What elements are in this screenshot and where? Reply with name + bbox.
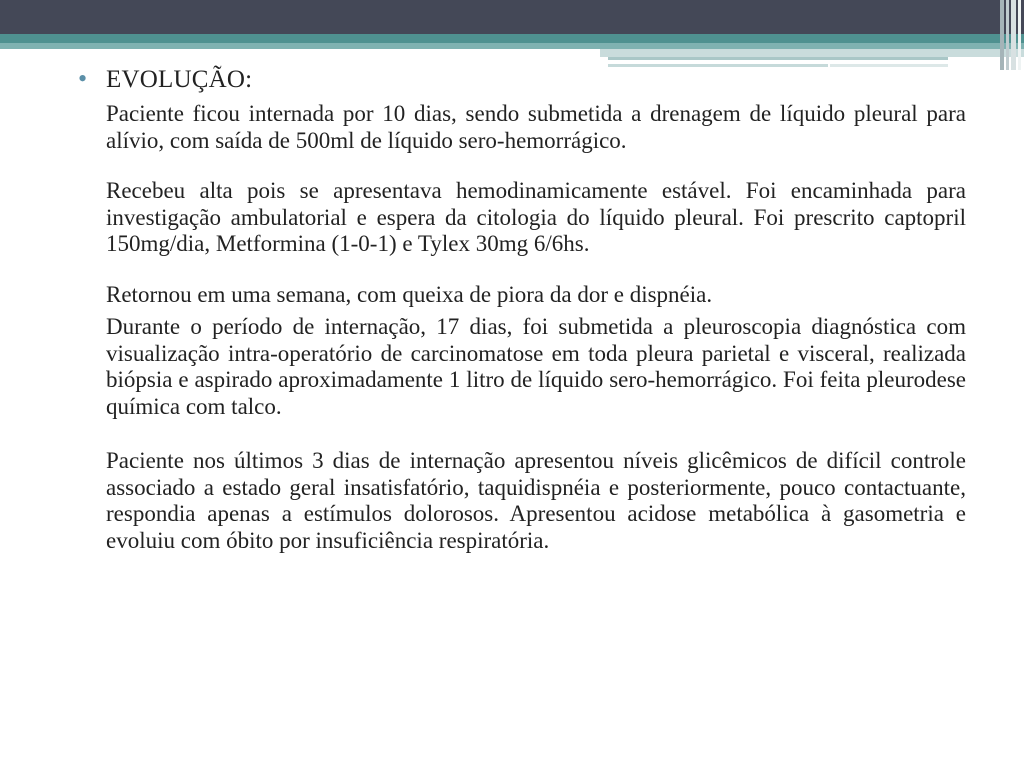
bullet-dot-icon: • [78,64,88,93]
paragraph-internacao: Paciente ficou internada por 10 dias, sendo submetida a drenagem de líquido pleural para alívio, com saída de 500ml de líquido sero-hemorrágico. [106,101,966,153]
header-vertical-stripes [994,0,1024,70]
paragraph-retorno: Retornou em uma semana, com queixa de piora da dor e dispnéia. [106,281,713,307]
bullet-heading [78,62,966,97]
header-teal-band [0,34,1024,43]
slide-heading: EVOLUÇÃO: [106,66,253,93]
paragraph-alta: Recebeu alta pois se apresentava hemodinamicamente estável. Foi encaminhada para investigação ambulatorial e espera da citologia do líquido pleural. Foi prescrito captopril 150mg/dia, Metformina (1-0-1) e Tylex 30mg 6/6hs. [106,178,966,256]
header-pale-line [608,57,948,60]
paragraph-obito: Paciente nos últimos 3 dias de internação apresentou níveis glicêmicos de difícil controle associado a estado geral insatisfatório, taquidispnéia e posteriormente, pouco contactuante, respondia apenas a estímulos dolorosos. Apresentou acidose metabólica à gasometria e evoluiu com óbito por insuficiência respiratória. [106,448,966,553]
header-dark-band [0,0,1024,34]
header-pale-band [600,49,1024,57]
paragraph-pleuroscopia: Durante o período de internação, 17 dias, foi submetida a pleuroscopia diagnóstica com visualização intra-operatório de carcinomatose em toda pleura parietal e visceral, realizada biópsia e aspirado aproximadamente 1 litro de líquido sero-hemorrágico. Foi feita pleurodese química com talco. [106,314,966,419]
slide-content [78,62,966,554]
